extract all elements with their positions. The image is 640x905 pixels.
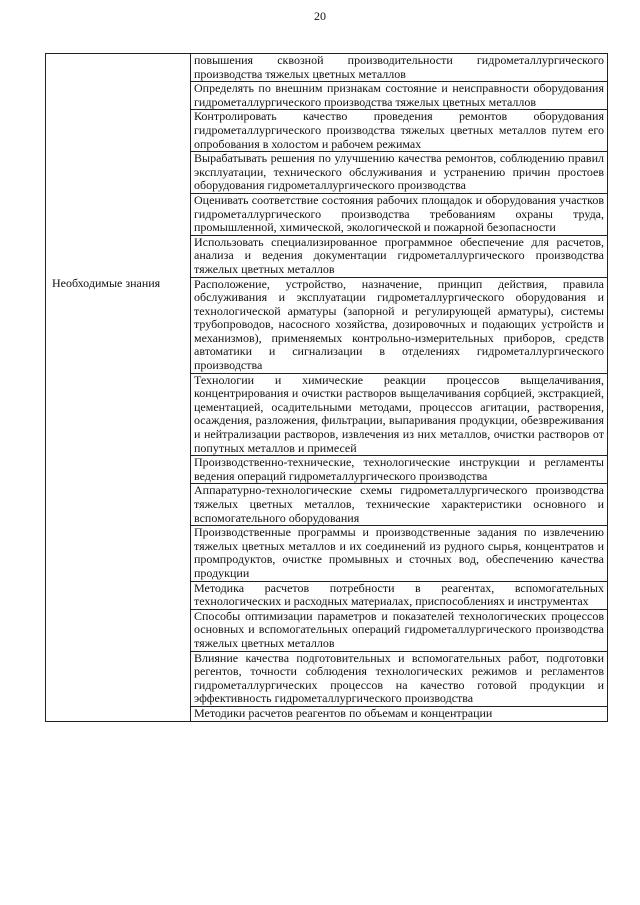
page-number: 20 — [314, 9, 326, 23]
competency-table — [45, 53, 608, 722]
skill-item: повышения сквозной производительности гидрометаллургического производства тяжелых цветных металлов — [191, 54, 608, 82]
skill-item: Определять по внешним признакам состояние и неисправности оборудования гидрометаллургического производства тяжелых цветных металлов — [191, 82, 608, 110]
knowledge-label: Необходимые знания — [46, 277, 191, 721]
skill-item: Контролировать качество проведения ремонтов оборудования гидрометаллургического производства тяжелых цветных металлов путем его опробования в холостом и рабочем режимах — [191, 110, 608, 152]
skills-label-cell — [46, 54, 191, 278]
knowledge-item: Аппаратурно-технологические схемы гидрометаллургического производства тяжелых цветных металлов, технические характеристики основного и вспомогательного оборудования — [191, 484, 608, 526]
skill-item: Использовать специализированное программное обеспечение для расчетов, анализа и ведения документации гидрометаллургического производства тяжелых цветных металлов — [191, 235, 608, 277]
knowledge-item: Производственные программы и производственные задания по извлечению тяжелых цветных металлов и их соединений из рудного сырья, концентратов и промпродуктов, очистке промывных и сточных вод, обеспечению качества продукции — [191, 526, 608, 581]
skill-item: Вырабатывать решения по улучшению качества ремонтов, соблюдению правил эксплуатации, технического обслуживания и устранению причин простоев оборудования гидрометаллургического производства — [191, 152, 608, 194]
skill-item: Оценивать соответствие состояния рабочих площадок и оборудования участков гидрометаллургического производства требованиям охраны труда, промышленной, химической, экологической и пожарной безопасности — [191, 193, 608, 235]
knowledge-item: Методика расчетов потребности в реагентах, вспомогательных технологических и расходных материалах, приспособлениях и инструментах — [191, 581, 608, 609]
table-row — [46, 277, 608, 373]
knowledge-item: Способы оптимизации параметров и показателей технологических процессов основных и вспомогательных операций гидрометаллургического производства тяжелых цветных металлов — [191, 609, 608, 651]
knowledge-item: Производственно-технические, технологические инструкции и регламенты ведения операций гидрометаллургического производства — [191, 456, 608, 484]
knowledge-item: Влияние качества подготовительных и вспомогательных работ, подготовки регентов, точности соблюдения технологических режимов и регламентов гидрометаллургических процессов на качество готовой продукции и эффективность гидрометаллургического производства — [191, 651, 608, 706]
knowledge-item: Расположение, устройство, назначение, принцип действия, правила обслуживания и эксплуатации гидрометаллургического оборудования и технологической арматуры (запорной и регулирующей арматуры), системы трубопроводов, насосного хозяйства, дозировочных и подающих устройств и механизмов), применяемых контрольно-измерительных приборов, средств автоматики и сигнализации в отделениях гидрометаллургического производства — [191, 277, 608, 373]
table-row — [46, 54, 608, 82]
knowledge-item: Технологии и химические реакции процессов выщелачивания, концентрирования и очистки растворов выщелачивания сорбцией, экстракцией, цементацией, осадительными методами, процессов агитации, растворения, осаждения, разложения, фильтрации, выпаривания продукции, обезвреживания и нейтрализации растворов, извлечения из них металлов, очистки растворов от попутных металлов и примесей — [191, 373, 608, 456]
knowledge-item: Методики расчетов реагентов по объемам и концентрации — [191, 706, 608, 721]
